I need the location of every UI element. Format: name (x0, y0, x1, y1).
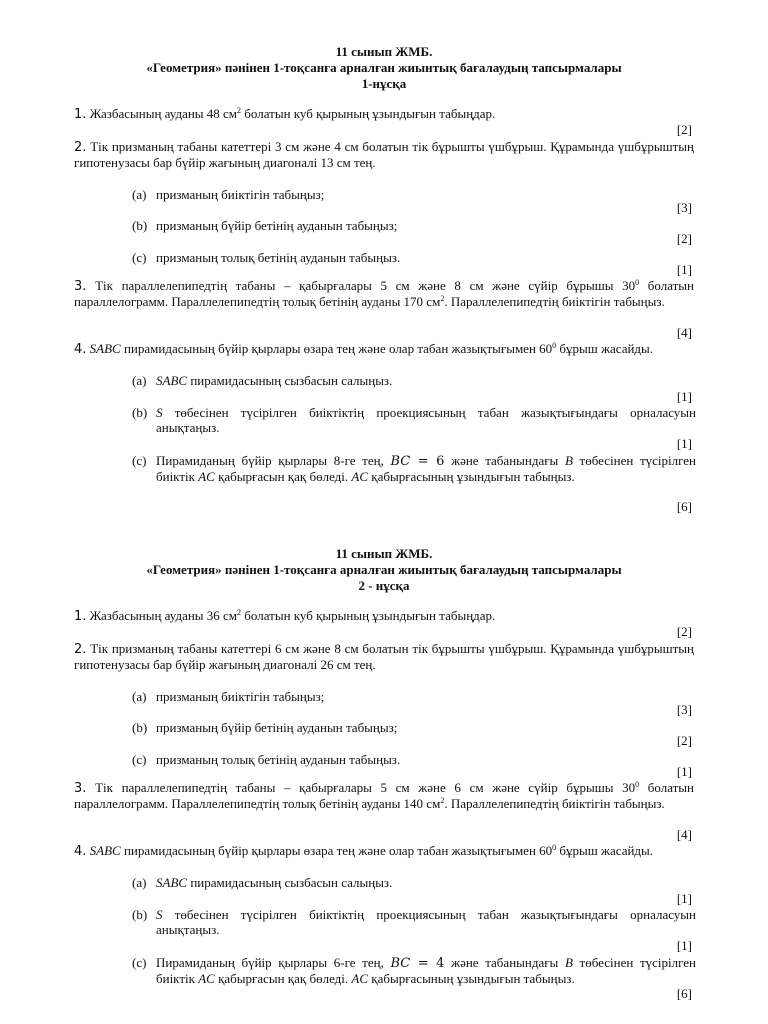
item-label: (b) (132, 218, 148, 233)
question-4 (74, 341, 694, 357)
item-text: призманың толық бетінің ауданын табыңыз. (156, 752, 401, 767)
question-text: Тік призманың табаны катеттері 3 см және 4 см болатын тік бұрышты үшбұрыш. Құрамында үшбұрыштың гипотенузасы бар бүйір жағының диагоналі 13 см тең. (74, 139, 695, 170)
score-mark: [1] (676, 938, 692, 953)
question-text: Тік призманың табаны катеттері 6 см және 8 см болатын тік бұрышты үшбұрыш. Құрамында үшбұрыштың гипотенузасы бар бүйір жағының диагоналі 26 см тең. (74, 641, 695, 672)
score-mark: [4] (676, 325, 692, 340)
item-text: призманың биіктігін табыңыз; (156, 689, 325, 704)
question-3 (74, 278, 694, 309)
score-mark: [2] (676, 624, 692, 639)
item-text: призманың бүйір бетінің ауданын табыңыз; (156, 720, 398, 735)
score-mark: [3] (676, 702, 692, 717)
question-number: 3. (74, 279, 87, 294)
item-label: (b) (132, 907, 148, 922)
question-number: 2. (74, 140, 87, 155)
question-text: Тік параллелепипедтің табаны – қабырғалары 5 см және 6 см және сүйір бұрышы $30^0$ болатын параллелограмм. Параллелепипедтің толық бетінің ауданы 140 $см^2$. Параллелепипедтің биіктігін табыңыз. (74, 780, 694, 811)
question-number: 4. (74, 342, 87, 357)
question-number: 4. (74, 844, 87, 859)
item-label: (a) (132, 689, 147, 704)
score-mark: [4] (676, 827, 692, 842)
question-2-item-a (132, 689, 696, 704)
question-4-item-b (132, 405, 696, 435)
item-text: призманың биіктігін табыңыз; (156, 187, 325, 202)
score-mark: [6] (676, 986, 692, 1001)
question-text: Жазбасының ауданы 48 $см^2$ болатын куб қырының ұзындығын табыңдар. (89, 106, 496, 121)
title-line-3: 2 - нұсқа (358, 578, 410, 593)
question-text: Жазбасының ауданы 36 $см^2$ болатын куб қырының ұзындығын табыңдар. (89, 608, 496, 623)
variant-1-title (72, 44, 696, 92)
item-text: призманың толық бетінің ауданын табыңыз. (156, 250, 401, 265)
score-mark: [3] (676, 200, 692, 215)
question-4-item-a (132, 875, 696, 890)
question-2 (74, 641, 694, 672)
item-text: призманың бүйір бетінің ауданын табыңыз; (156, 218, 398, 233)
score-mark: [1] (676, 891, 692, 906)
item-text: Пирамиданың бүйір қырлары 6-ге тең, BC = 4 және табанындағы B төбесінен түсірілген биіктік AC қабырғасын қақ бөледі. AC қабырғасының ұзындығын табыңыз. (156, 955, 696, 986)
title-line-2: «Геометрия» пәнінен 1-тоқсанға арналған жиынтық бағалаудың тапсырмалары (146, 562, 622, 577)
item-text: Пирамиданың бүйір қырлары 8-ге тең, BC = 6 және табанындағы B төбесінен түсірілген биіктік AC қабырғасын қақ бөледі. AC қабырғасының ұзындығын табыңыз. (156, 453, 696, 484)
score-mark: [1] (676, 262, 692, 277)
question-2-item-b (132, 720, 696, 735)
question-2-item-c (132, 752, 696, 767)
question-3 (74, 780, 694, 811)
item-label: (a) (132, 875, 147, 890)
item-text: S төбесінен түсірілген биіктіктің проекциясының табан жазықтығындағы орналасуын анықтаңыз. (156, 405, 696, 435)
score-mark: [1] (676, 389, 692, 404)
title-line-1: 11 сынып ЖМБ. (335, 44, 433, 59)
question-2-item-c (132, 250, 696, 265)
item-label: (c) (132, 250, 147, 265)
question-text: Тік параллелепипедтің табаны – қабырғалары 5 см және 8 см және сүйір бұрышы $30^0$ болатын параллелограмм. Параллелепипедтің толық бетінің ауданы 170 $см^2$. Параллелепипедтің биіктігін табыңыз. (74, 278, 694, 309)
question-number: 2. (74, 642, 87, 657)
question-2 (74, 139, 694, 170)
question-4-item-a (132, 373, 696, 388)
question-4-item-c (132, 453, 696, 484)
question-4 (74, 843, 694, 859)
question-4-item-c (132, 955, 696, 986)
title-line-3: 1-нұсқа (361, 76, 407, 91)
question-text: SABC пирамидасының бүйір қырлары өзара тең және олар табан жазықтығымен $60^0$ бұрыш жасайды. (89, 341, 654, 356)
score-mark: [1] (676, 436, 692, 451)
question-2-item-a (132, 187, 696, 202)
item-label: (c) (132, 955, 147, 970)
question-1 (74, 106, 694, 122)
item-label: (c) (132, 752, 147, 767)
item-label: (b) (132, 720, 148, 735)
item-label: (a) (132, 373, 147, 388)
title-line-2: «Геометрия» пәнінен 1-тоқсанға арналған жиынтық бағалаудың тапсырмалары (146, 60, 622, 75)
score-mark: [6] (676, 499, 692, 514)
question-number: 1. (74, 609, 87, 624)
question-number: 1. (74, 107, 87, 122)
item-label: (c) (132, 453, 147, 468)
variant-2-title (72, 546, 696, 594)
score-mark: [2] (676, 733, 692, 748)
item-text: SABC пирамидасының сызбасын салыңыз. (156, 373, 393, 388)
item-label: (b) (132, 405, 148, 420)
item-label: (a) (132, 187, 147, 202)
question-4-item-b (132, 907, 696, 937)
question-1 (74, 608, 694, 624)
item-text: SABC пирамидасының сызбасын салыңыз. (156, 875, 393, 890)
score-mark: [1] (676, 764, 692, 779)
item-text: S төбесінен түсірілген биіктіктің проекциясының табан жазықтығындағы орналасуын анықтаңыз. (156, 907, 696, 937)
question-2-item-b (132, 218, 696, 233)
question-number: 3. (74, 781, 87, 796)
title-line-1: 11 сынып ЖМБ. (335, 546, 433, 561)
score-mark: [2] (676, 122, 692, 137)
question-text: SABC пирамидасының бүйір қырлары өзара тең және олар табан жазықтығымен $60^0$ бұрыш жасайды. (89, 843, 654, 858)
score-mark: [2] (676, 231, 692, 246)
